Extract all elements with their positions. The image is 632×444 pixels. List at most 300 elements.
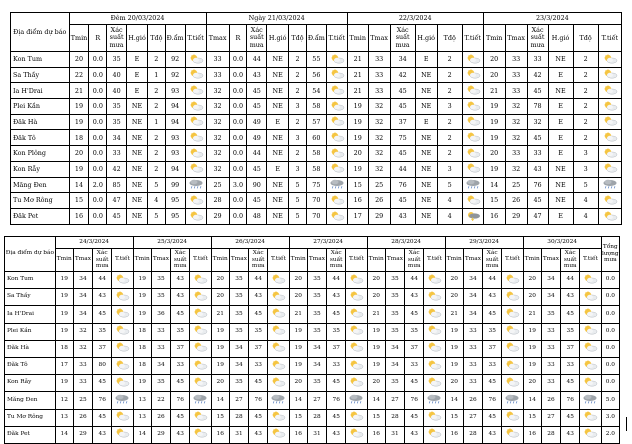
station-name: Tu Mơ Rông (11, 193, 70, 209)
data-cell: NE (127, 177, 148, 193)
data-cell: 32 (206, 99, 229, 115)
weather-cell (346, 392, 367, 409)
data-cell: 2 (147, 130, 165, 146)
header-row-dates (5, 237, 620, 249)
data-cell: 20 (211, 272, 229, 289)
data-cell: 14 (523, 392, 541, 409)
data-cell: 45 (561, 409, 580, 426)
weather-cell (424, 426, 445, 443)
data-cell: E (548, 146, 573, 162)
total-rain-cell: 0.0 (601, 272, 619, 289)
total-rain-cell: 0.0 (601, 375, 619, 392)
data-cell: 32 (368, 99, 390, 115)
data-cell: 19 (367, 323, 385, 340)
sun-cloud-icon (465, 85, 481, 96)
data-cell: 31 (229, 426, 248, 443)
data-cell: 32 (73, 340, 92, 357)
data-cell: 76 (483, 392, 502, 409)
data-cell: 60 (306, 130, 326, 146)
station-name: Ia H'Drai (11, 83, 70, 99)
weather-cell (185, 177, 206, 193)
column-header: Xác suất mưa (405, 249, 424, 272)
weather-cell (268, 375, 289, 392)
data-cell: 80 (93, 357, 112, 374)
data-cell: 34 (73, 289, 92, 306)
weather-cell (190, 392, 211, 409)
total-rain-cell: 0.0 (601, 289, 619, 306)
data-cell: 3 (289, 99, 307, 115)
data-cell: 19 (289, 357, 307, 374)
data-cell: 54 (306, 83, 326, 99)
column-header: Tmax (206, 25, 229, 52)
data-cell: 19 (133, 306, 151, 323)
weather-cell (462, 193, 483, 209)
data-cell: 33 (463, 323, 482, 340)
weather-cell (462, 177, 483, 193)
sun-cloud-icon (348, 360, 364, 373)
data-cell: 34 (385, 357, 404, 374)
data-cell: 37 (483, 340, 502, 357)
sun-cloud-icon (465, 148, 481, 159)
data-cell: 37 (93, 340, 112, 357)
sun-cloud-icon (114, 377, 130, 390)
sun-cloud-icon (114, 342, 130, 355)
weather-cell (185, 130, 206, 146)
data-cell: 33 (368, 52, 390, 68)
table-row (11, 146, 622, 162)
data-cell: 92 (165, 67, 185, 83)
sun-cloud-icon (582, 291, 598, 304)
data-cell: NE (267, 130, 289, 146)
sun-cloud-icon (348, 325, 364, 338)
data-cell: 19 (445, 323, 463, 340)
sun-cloud-icon (465, 54, 481, 65)
data-cell: 16 (445, 426, 463, 443)
rain-cloud-icon (192, 394, 208, 407)
data-cell: 76 (93, 392, 112, 409)
weather-cell (502, 426, 523, 443)
weather-cell (346, 357, 367, 374)
weather-cell (190, 357, 211, 374)
sun-cloud-icon (602, 195, 618, 206)
station-name: Măng Đen (5, 392, 56, 409)
data-cell: 58 (306, 99, 326, 115)
data-cell: 32 (368, 130, 390, 146)
weather-cell (424, 357, 445, 374)
data-cell: 32 (505, 114, 527, 130)
data-cell: 33 (505, 67, 527, 83)
header-row-columns (5, 249, 620, 272)
sun-cloud-icon (270, 325, 286, 338)
table-row (5, 409, 620, 426)
data-cell: NE (127, 208, 148, 224)
data-cell: 16 (347, 193, 368, 209)
data-cell: 19 (55, 272, 73, 289)
data-cell: 35 (385, 272, 404, 289)
weather-cell (326, 161, 347, 177)
data-cell: 33 (249, 357, 268, 374)
column-header: T.tiết (190, 249, 211, 272)
sun-cloud-icon (329, 211, 345, 222)
sun-cloud-icon (329, 54, 345, 65)
day-header: 28/3/2024 (367, 237, 445, 249)
table-row (5, 289, 620, 306)
data-cell: 45 (527, 193, 548, 209)
data-cell: 2 (147, 83, 165, 99)
sun-cloud-icon (602, 148, 618, 159)
table-row (11, 208, 622, 224)
data-cell: 16 (289, 426, 307, 443)
data-cell: 45 (249, 306, 268, 323)
data-cell: NE (415, 208, 437, 224)
data-cell: 15 (523, 409, 541, 426)
column-header: Xác suất mưa (527, 25, 548, 52)
data-cell: 27 (541, 409, 560, 426)
data-cell: 18 (55, 340, 73, 357)
sun-cloud-icon (188, 195, 204, 206)
forecast-table-2 (4, 236, 620, 444)
data-cell: 44 (247, 52, 267, 68)
data-cell: 45 (171, 306, 190, 323)
station-header: Địa điểm dự báo (11, 13, 70, 52)
data-cell: 2 (573, 67, 598, 83)
data-cell: 19 (211, 323, 229, 340)
column-header: Tmin (211, 249, 229, 272)
data-cell: 16 (69, 208, 89, 224)
data-cell: 33 (541, 340, 560, 357)
data-cell: 0.0 (229, 161, 247, 177)
data-cell: 43 (171, 426, 190, 443)
data-cell: NE (415, 67, 437, 83)
table-row (5, 340, 620, 357)
weather-cell (326, 208, 347, 224)
station-name: Đăk Tô (11, 130, 70, 146)
data-cell: 2 (147, 99, 165, 115)
data-cell: 2 (437, 130, 462, 146)
sun-cloud-icon (426, 342, 442, 355)
sun-cloud-icon (192, 360, 208, 373)
data-cell: 0.0 (229, 83, 247, 99)
station-name: Đăk Pet (5, 426, 56, 443)
sun-cloud-icon (426, 325, 442, 338)
data-cell: 21 (69, 83, 89, 99)
data-cell: 43 (327, 289, 346, 306)
data-cell: 19 (55, 289, 73, 306)
data-cell: 40 (107, 83, 127, 99)
data-cell: 35 (307, 289, 326, 306)
weather-cell (580, 375, 601, 392)
data-cell: 35 (229, 375, 248, 392)
data-cell: 76 (390, 177, 415, 193)
data-cell: 35 (151, 272, 170, 289)
data-cell: 20 (69, 146, 89, 162)
sun-cloud-icon (114, 325, 130, 338)
weather-cell (185, 161, 206, 177)
data-cell: 45 (405, 306, 424, 323)
data-cell: 37 (327, 340, 346, 357)
weather-cell (190, 272, 211, 289)
column-header: Xác suất mưa (107, 25, 127, 52)
table-row (5, 426, 620, 443)
data-cell: 34 (541, 272, 560, 289)
sun-cloud-icon (188, 132, 204, 143)
data-cell: 43 (93, 289, 112, 306)
weather-cell (502, 272, 523, 289)
data-cell: 20 (523, 272, 541, 289)
data-cell: 43 (405, 426, 424, 443)
data-cell: 45 (249, 409, 268, 426)
weather-cell (462, 83, 483, 99)
station-name: Măng Đen (11, 177, 70, 193)
data-cell: E (548, 130, 573, 146)
column-header: T.tiết (326, 25, 347, 52)
sun-cloud-icon (602, 163, 618, 174)
day-header: 26/3/2024 (211, 237, 289, 249)
weather-cell (190, 323, 211, 340)
total-rain-cell: 0.0 (601, 340, 619, 357)
sun-cloud-icon (270, 360, 286, 373)
sun-cloud-icon (192, 377, 208, 390)
data-cell: 33 (368, 83, 390, 99)
column-header: H.gió (267, 25, 289, 52)
data-cell: 25 (73, 392, 92, 409)
weather-cell (112, 409, 133, 426)
data-cell: 27 (385, 392, 404, 409)
data-cell: NE (415, 177, 437, 193)
data-cell: 2 (289, 114, 307, 130)
data-cell: 3 (289, 161, 307, 177)
data-cell: 35 (327, 323, 346, 340)
data-cell: 19 (347, 114, 368, 130)
data-cell: 43 (390, 208, 415, 224)
data-cell: 76 (171, 392, 190, 409)
data-cell: 44 (561, 272, 580, 289)
rain-cloud-icon (114, 394, 130, 407)
data-cell: 33 (527, 146, 548, 162)
table-row (11, 193, 622, 209)
data-cell: 42 (527, 67, 548, 83)
data-cell: 29 (368, 208, 390, 224)
weather-cell (112, 289, 133, 306)
data-cell: 44 (390, 161, 415, 177)
data-cell: 42 (390, 67, 415, 83)
data-cell: 76 (561, 392, 580, 409)
data-cell: 32 (505, 99, 527, 115)
column-header: Tđộ (289, 25, 307, 52)
data-cell: 29 (206, 208, 229, 224)
station-name: Kon Rẫy (5, 375, 56, 392)
column-header: Tmax (505, 25, 527, 52)
data-cell: 25 (368, 177, 390, 193)
data-cell: 2 (147, 52, 165, 68)
weather-cell (112, 323, 133, 340)
data-cell: 3 (573, 146, 598, 162)
data-cell: 33 (73, 357, 92, 374)
data-cell: 18 (69, 130, 89, 146)
data-cell: 34 (229, 340, 248, 357)
data-cell: 19 (55, 306, 73, 323)
sun-cloud-icon (348, 428, 364, 441)
sun-cloud-icon (188, 148, 204, 159)
column-header: Xác suất mưa (93, 249, 112, 272)
sun-cloud-icon (114, 360, 130, 373)
weather-cell (268, 409, 289, 426)
data-cell: 4 (437, 208, 462, 224)
weather-cell (326, 99, 347, 115)
weather-cell (462, 67, 483, 83)
data-cell: E (548, 67, 573, 83)
data-cell: 12 (55, 392, 73, 409)
weather-cell (190, 375, 211, 392)
data-cell: 29 (505, 208, 527, 224)
data-cell: 35 (385, 375, 404, 392)
data-cell: 33 (107, 146, 127, 162)
weather-cell (502, 375, 523, 392)
data-cell: 33 (463, 340, 482, 357)
weather-cell (112, 375, 133, 392)
table-row (11, 114, 622, 130)
data-cell: E (548, 208, 573, 224)
data-cell: 47 (527, 208, 548, 224)
data-cell: 15 (367, 409, 385, 426)
data-cell: 45 (93, 375, 112, 392)
weather-cell (112, 306, 133, 323)
weather-cell (502, 409, 523, 426)
data-cell: 45 (247, 99, 267, 115)
data-cell: 15 (445, 409, 463, 426)
weather-cell (598, 52, 621, 68)
text-cursor (626, 417, 627, 431)
data-cell: 35 (151, 289, 170, 306)
data-cell: 45 (483, 409, 502, 426)
data-cell: 45 (561, 375, 580, 392)
data-cell: E (127, 67, 148, 83)
weather-cell (462, 114, 483, 130)
station-name: Kon Tum (5, 272, 56, 289)
data-cell: 45 (247, 193, 267, 209)
data-cell: 33 (527, 52, 548, 68)
data-cell: 3 (573, 161, 598, 177)
data-cell: 18 (133, 323, 151, 340)
sun-cloud-icon (192, 342, 208, 355)
data-cell: 34 (307, 340, 326, 357)
data-cell: 14 (483, 177, 505, 193)
data-cell: NE (267, 193, 289, 209)
sun-cloud-icon (465, 116, 481, 127)
data-cell: 33 (151, 340, 170, 357)
data-cell: 33 (151, 323, 170, 340)
sun-cloud-icon (426, 411, 442, 424)
data-cell: 22 (69, 67, 89, 83)
data-cell: 85 (107, 177, 127, 193)
weather-cell (580, 392, 601, 409)
weather-cell (185, 114, 206, 130)
data-cell: 19 (55, 375, 73, 392)
data-cell: 26 (505, 193, 527, 209)
data-cell: 58 (306, 161, 326, 177)
data-cell: 4 (573, 193, 598, 209)
column-header: Đ.ẩm (165, 25, 185, 52)
data-cell: NE (127, 130, 148, 146)
sun-cloud-icon (329, 85, 345, 96)
weather-cell (462, 208, 483, 224)
data-cell: 19 (347, 99, 368, 115)
rain-cloud-icon (270, 394, 286, 407)
data-cell: 33 (505, 52, 527, 68)
data-cell: 33 (368, 67, 390, 83)
data-cell: 48 (247, 208, 267, 224)
data-cell: 49 (247, 114, 267, 130)
data-cell: 35 (229, 323, 248, 340)
column-header: Tđộ (437, 25, 462, 52)
sun-cloud-icon (329, 116, 345, 127)
weather-cell (185, 99, 206, 115)
sun-cloud-icon (504, 428, 520, 441)
data-cell: 28 (541, 426, 560, 443)
data-cell: 34 (541, 289, 560, 306)
column-header: T.tiết (502, 249, 523, 272)
sun-cloud-icon (188, 69, 204, 80)
column-header: R (229, 25, 247, 52)
data-cell: 19 (367, 340, 385, 357)
data-cell: 45 (483, 375, 502, 392)
data-cell: 2 (437, 83, 462, 99)
station-name: Kon Rẫy (11, 161, 70, 177)
column-header: Tmin (69, 25, 89, 52)
data-cell: 35 (229, 289, 248, 306)
column-header: Xác suất mưa (483, 249, 502, 272)
data-cell: NE (548, 52, 573, 68)
table-row (5, 323, 620, 340)
sun-cloud-icon (188, 211, 204, 222)
data-cell: 21 (483, 83, 505, 99)
data-cell: 21 (211, 306, 229, 323)
data-cell: 0.0 (89, 99, 107, 115)
weather-cell (190, 426, 211, 443)
station-header: Địa điểm dự báo (5, 237, 56, 272)
column-header: Tmin (347, 25, 368, 52)
weather-cell (190, 340, 211, 357)
data-cell: 37 (405, 340, 424, 357)
rain-cloud-icon (602, 179, 618, 190)
sun-cloud-icon (270, 428, 286, 441)
sun-cloud-icon (426, 308, 442, 321)
sun-cloud-icon (114, 291, 130, 304)
data-cell: 19 (367, 357, 385, 374)
data-cell: 75 (390, 130, 415, 146)
sun-cloud-icon (426, 274, 442, 287)
data-cell: 33 (541, 323, 560, 340)
data-cell: 3 (437, 99, 462, 115)
data-cell: 2 (147, 146, 165, 162)
thunder-cloud-icon (465, 211, 481, 222)
data-cell: 3.0 (229, 177, 247, 193)
sun-cloud-icon (602, 101, 618, 112)
data-cell: 76 (527, 177, 548, 193)
data-cell: 4 (437, 193, 462, 209)
sun-cloud-icon (270, 411, 286, 424)
data-cell: 16 (483, 208, 505, 224)
data-cell: 32 (505, 130, 527, 146)
data-cell: 43 (405, 289, 424, 306)
weather-cell (326, 67, 347, 83)
data-cell: 20 (289, 289, 307, 306)
sun-cloud-icon (582, 325, 598, 338)
data-cell: 0.0 (89, 146, 107, 162)
data-cell: NE (267, 177, 289, 193)
data-cell: 2 (437, 67, 462, 83)
data-cell: 45 (527, 83, 548, 99)
